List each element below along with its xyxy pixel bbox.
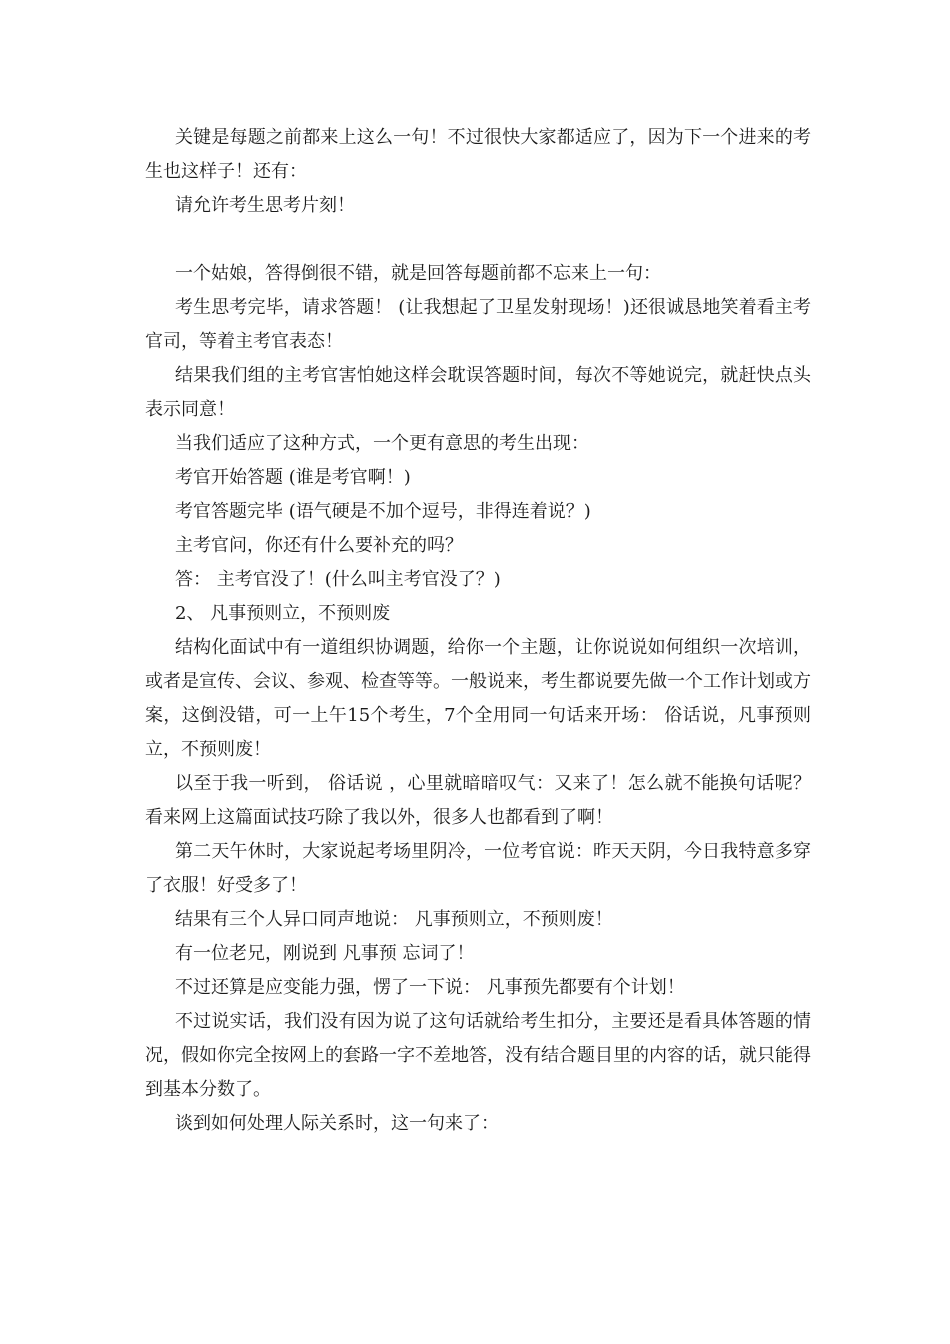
paragraph: 结果我们组的主考官害怕她这样会耽误答题时间，每次不等她说完，就赶快点头表示同意！ (145, 365, 811, 420)
paragraph: 主考官问，你还有什么要补充的吗？ (175, 535, 463, 556)
paragraph: 结构化面试中有一道组织协调题，给你一个主题，让你说说如何组织一次培训，或者是宣传、会议、参观、检查等等。一般说来，考生都说要先做一个工作计划或方案，这倒没错，可一上午15个考生，7个全用同一句话来开场： 俗话说，凡事预则立，不预则废！ (145, 637, 811, 760)
paragraph: 请允许考生思考片刻！ (175, 195, 355, 216)
paragraph: 有一位老兄，刚说到 凡事预 忘词了！ (175, 943, 475, 964)
paragraph: 考生思考完毕，请求答题！ (让我想起了卫星发射现场！)还很诚恳地笑着看主考官司，等着主考官表态！ (145, 297, 811, 352)
paragraph: 关键是每题之前都来上这么一句！不过很快大家都适应了，因为下一个进来的考生也这样子！还有： (145, 127, 811, 182)
paragraph: 一个姑娘，答得倒很不错，就是回答每题前都不忘来上一句： (175, 263, 661, 284)
document-body (145, 121, 811, 1141)
paragraph: 当我们适应了这种方式，一个更有意思的考生出现： (175, 433, 589, 454)
paragraph: 不过说实话，我们没有因为说了这句话就给考生扣分，主要还是看具体答题的情况，假如你完全按网上的套路一字不差地答，没有结合题目里的内容的话，就只能得到基本分数了。 (145, 1011, 811, 1100)
blank-line (145, 223, 811, 257)
section-heading: 2、 凡事预则立，不预则废 (175, 603, 391, 624)
paragraph: 考官答题完毕 (语气硬是不加个逗号，非得连着说？) (175, 501, 591, 522)
paragraph: 谈到如何处理人际关系时，这一句来了： (175, 1113, 499, 1134)
paragraph: 第二天午休时，大家说起考场里阴冷，一位考官说：昨天天阴，今日我特意多穿了衣服！好受多了！ (145, 841, 811, 896)
paragraph: 不过还算是应变能力强，愣了一下说： 凡事预先都要有个计划！ (175, 977, 685, 998)
paragraph: 结果有三个人异口同声地说： 凡事预则立，不预则废！ (175, 909, 613, 930)
paragraph: 以至于我一听到， 俗话说 ，心里就暗暗叹气：又来了！怎么就不能换句话呢？看来网上这篇面试技巧除了我以外，很多人也都看到了啊！ (145, 773, 811, 828)
paragraph: 答： 主考官没了！(什么叫主考官没了？) (175, 569, 501, 590)
paragraph: 考官开始答题 (谁是考官啊！) (175, 467, 411, 488)
